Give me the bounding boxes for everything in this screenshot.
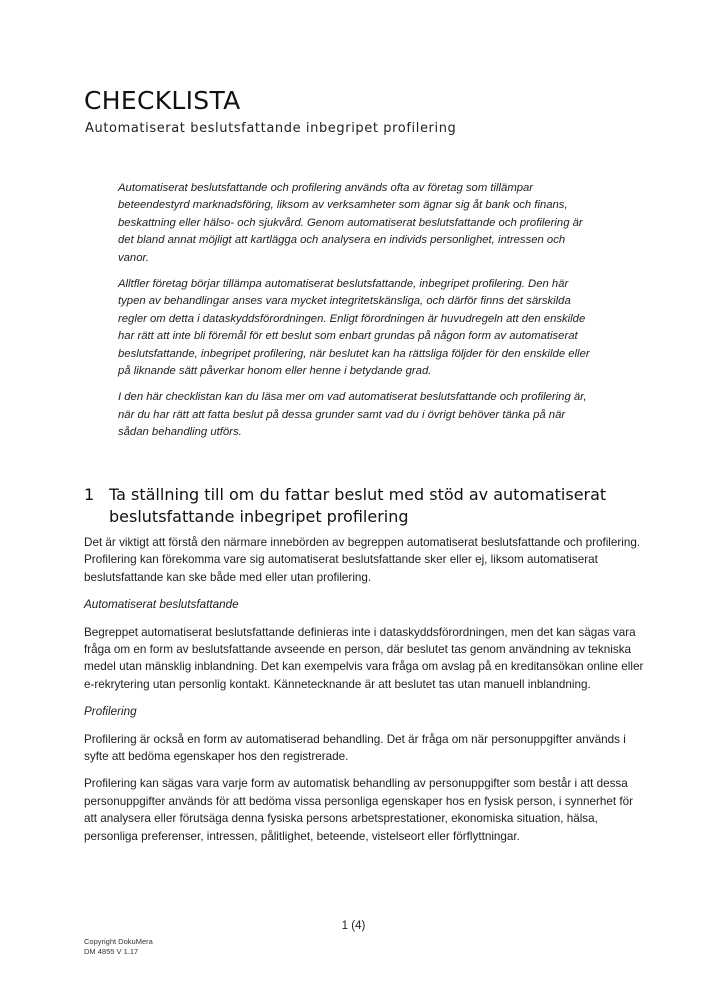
document-subtitle: Automatiserat beslutsfattande inbegripet profilering — [85, 121, 457, 136]
section-number: 1 — [84, 485, 95, 504]
body-paragraph: Profilering kan sägas vara varje form av automatisk behandling av personuppgifter som består i att dessa personuppgifter används för att bedöma vissa personliga egenskaper hos en fysisk person, i synnerhet för att analysera eller förutsäga denna fysiska persons arbetsprestationer, ekonomiska situation, hälsa, personliga preferenser, intressen, pålitlighet, beteende, vistelseort eller förflyttningar. — [84, 777, 633, 843]
section-title: Ta ställning till om du fattar beslut med stöd av automatiserat beslutsfattande inbegripet profilering — [109, 485, 607, 526]
intro-paragraph: Alltfler företag börjar tillämpa automatiserat beslutsfattande, inbegripet profilering. Den här typen av behandlingar anses vara mycket integritetskänsliga, och därför finns det särskilda regler om detta i dataskyddsförordningen. Enligt förordningen är huvudregeln att den enskilde har rätt att inte bli föremål för ett beslut som enbart grundas på någon form av automatiserat beslutsfattande, inbegripet profilering, när beslutet kan ha rättsliga följder för den enskilde eller på liknande sätt påverkar honom eller henne i betydande grad. — [118, 278, 590, 378]
subheading-profiling: Profilering — [84, 705, 137, 719]
body-paragraph: Det är viktigt att förstå den närmare innebörden av begreppen automatiserat beslutsfattande och profilering. Profilering kan förekomma vare sig automatiserat beslutsfattande sker eller ej, liksom automatiserat beslutsfattande kan ske både med eller utan profilering. — [84, 536, 641, 584]
footer — [84, 937, 153, 957]
intro-block — [118, 180, 596, 451]
section-1 — [84, 484, 644, 855]
intro-paragraph: Automatiserat beslutsfattande och profilering används ofta av företag som tillämpar beteendestyrd marknadsföring, liksom av verksamheter som ägnar sig åt bank och finans, beskattning eller hälso- och sjukvård. Genom automatiserat beslutsfattande och profilering är det bland annat möjligt att kartlägga och analysera en individs personlighet, intressen och vanor. — [118, 182, 583, 264]
intro-paragraph: I den här checklistan kan du läsa mer om vad automatiserat beslutsfattande och profilering är, när du har rätt att fatta beslut på dessa grunder samt vad du i övrigt behöver tänka på när sådan behandling utförs. — [118, 391, 587, 439]
document-id: DM 4855 V 1.17 — [84, 947, 139, 956]
subheading-automated-decision: Automatiserat beslutsfattande — [84, 598, 239, 612]
body-paragraph: Begreppet automatiserat beslutsfattande definieras inte i dataskyddsförordningen, men det kan sägas vara fråga om en form av beslutsfattande avseende en person, där beslutet tas genom användning av tekniska medel utan mänsklig inblandning. Det kan exempelvis vara fråga om avslag på en kreditansökan online eller e-rekrytering utan personlig kontakt. Kännetecknande är att beslutet tas utan manuell inblandning. — [84, 625, 644, 691]
page-number: 1 (4) — [341, 920, 366, 932]
copyright-text: Copyright DokuMera — [84, 937, 153, 946]
body-paragraph: Profilering är också en form av automatiserad behandling. Det är fråga om när personuppgifter används i syfte att bedöma egenskaper hos den registrerade. — [84, 732, 626, 764]
document-title: CHECKLISTA — [84, 86, 241, 115]
section-heading — [84, 484, 644, 528]
